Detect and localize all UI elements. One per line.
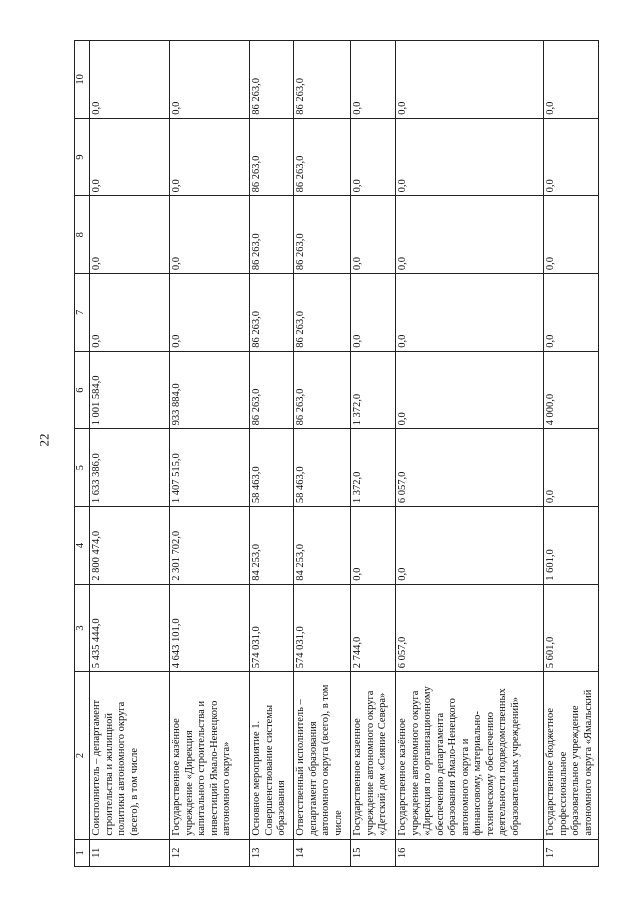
row-number: 16 (396, 839, 544, 866)
table-row (90, 41, 170, 867)
value-cell: 58 463,0 (294, 429, 351, 507)
header-cell: 5 (75, 429, 90, 507)
value-cell: 933 884,0 (170, 351, 250, 429)
value-cell: 574 031,0 (250, 584, 294, 672)
row-number: 11 (90, 839, 170, 866)
table-row (170, 41, 250, 867)
value-cell: 574 031,0 (294, 584, 351, 672)
value-cell: 5 601,0 (544, 584, 599, 672)
value-cell: 0,0 (544, 274, 599, 352)
value-cell: 86 263,0 (250, 196, 294, 274)
value-cell: 2 744,0 (351, 584, 396, 672)
header-cell: 10 (75, 41, 90, 119)
row-description: Ответственный исполнитель – департамент образования автономного округа (всего), в том числе (294, 672, 351, 839)
row-number: 15 (351, 839, 396, 866)
value-cell: 0,0 (90, 118, 170, 196)
value-cell: 0,0 (170, 274, 250, 352)
value-cell: 0,0 (544, 429, 599, 507)
value-cell: 0,0 (170, 41, 250, 119)
value-cell: 0,0 (170, 196, 250, 274)
value-cell: 0,0 (90, 196, 170, 274)
value-cell: 0,0 (90, 41, 170, 119)
value-cell: 58 463,0 (250, 429, 294, 507)
value-cell: 2 301 702,0 (170, 507, 250, 585)
value-cell: 0,0 (544, 118, 599, 196)
header-cell: 3 (75, 584, 90, 672)
value-cell: 84 253,0 (250, 507, 294, 585)
value-cell: 86 263,0 (294, 41, 351, 119)
value-cell: 86 263,0 (294, 351, 351, 429)
table-row (351, 41, 396, 867)
value-cell: 6 057,0 (396, 429, 544, 507)
value-cell: 0,0 (396, 118, 544, 196)
table-row (250, 41, 294, 867)
value-cell: 84 253,0 (294, 507, 351, 585)
value-cell: 86 263,0 (250, 274, 294, 352)
value-cell: 0,0 (396, 196, 544, 274)
value-cell: 1 633 386,0 (90, 429, 170, 507)
value-cell: 0,0 (396, 41, 544, 119)
header-cell: 1 (75, 839, 90, 866)
row-description: Государственное казённое учреждение автономного округа «Дирекция по организационному обеспечению департамента образования Ямало-Ненецкого автономного округа и финансовому, материально-техническому обеспечению деятельности подведомственных образовательных учреждений» (396, 672, 544, 839)
value-cell: 86 263,0 (250, 41, 294, 119)
value-cell: 0,0 (351, 274, 396, 352)
row-number: 13 (250, 839, 294, 866)
header-cell: 7 (75, 274, 90, 352)
header-cell: 9 (75, 118, 90, 196)
value-cell: 0,0 (351, 507, 396, 585)
row-description: Государственное казенное учреждение автономного округа «Детский дом «Сияние Севера» (351, 672, 396, 839)
table-row (544, 41, 599, 867)
table-row (396, 41, 544, 867)
value-cell: 2 800 474,0 (90, 507, 170, 585)
value-cell: 86 263,0 (294, 196, 351, 274)
table-row (294, 41, 351, 867)
row-description: Государственное бюджетное профессиональное образовательное учреждение автономного округа «Ямальский (544, 672, 599, 839)
value-cell: 86 263,0 (294, 274, 351, 352)
value-cell: 1 601,0 (544, 507, 599, 585)
value-cell: 6 057,0 (396, 584, 544, 672)
header-cell: 2 (75, 672, 90, 839)
value-cell: 0,0 (170, 118, 250, 196)
row-description: Основное мероприятие 1. Совершенствование системы образования (250, 672, 294, 839)
value-cell: 86 263,0 (250, 118, 294, 196)
value-cell: 1 407 515,0 (170, 429, 250, 507)
value-cell: 0,0 (396, 351, 544, 429)
value-cell: 4 643 101,0 (170, 584, 250, 672)
header-cell: 8 (75, 196, 90, 274)
value-cell: 0,0 (351, 118, 396, 196)
value-cell: 0,0 (396, 274, 544, 352)
row-number: 14 (294, 839, 351, 866)
value-cell: 1 001 584,0 (90, 351, 170, 429)
value-cell: 1 372,0 (351, 429, 396, 507)
row-number: 12 (170, 839, 250, 866)
value-cell: 5 435 444,0 (90, 584, 170, 672)
value-cell: 0,0 (351, 196, 396, 274)
header-cell: 4 (75, 507, 90, 585)
header-row (75, 41, 90, 867)
value-cell: 1 372,0 (351, 351, 396, 429)
value-cell: 0,0 (351, 41, 396, 119)
row-description: Соисполнитель – департамент строительства и жилищной политики автономного округа (всего), в том числе (90, 672, 170, 839)
value-cell: 86 263,0 (250, 351, 294, 429)
page-number: 22 (36, 433, 52, 447)
value-cell: 4 000,0 (544, 351, 599, 429)
value-cell: 0,0 (90, 274, 170, 352)
header-cell: 6 (75, 351, 90, 429)
value-cell: 0,0 (544, 196, 599, 274)
value-cell: 0,0 (396, 507, 544, 585)
budget-table (74, 40, 599, 867)
row-description: Государственное казённое учреждение «Дирекция капитального строительства и инвестиций Ямало-Ненецкого автономного округа» (170, 672, 250, 839)
row-number: 17 (544, 839, 599, 866)
value-cell: 86 263,0 (294, 118, 351, 196)
rotated-table-container (74, 40, 596, 867)
value-cell: 0,0 (544, 41, 599, 119)
